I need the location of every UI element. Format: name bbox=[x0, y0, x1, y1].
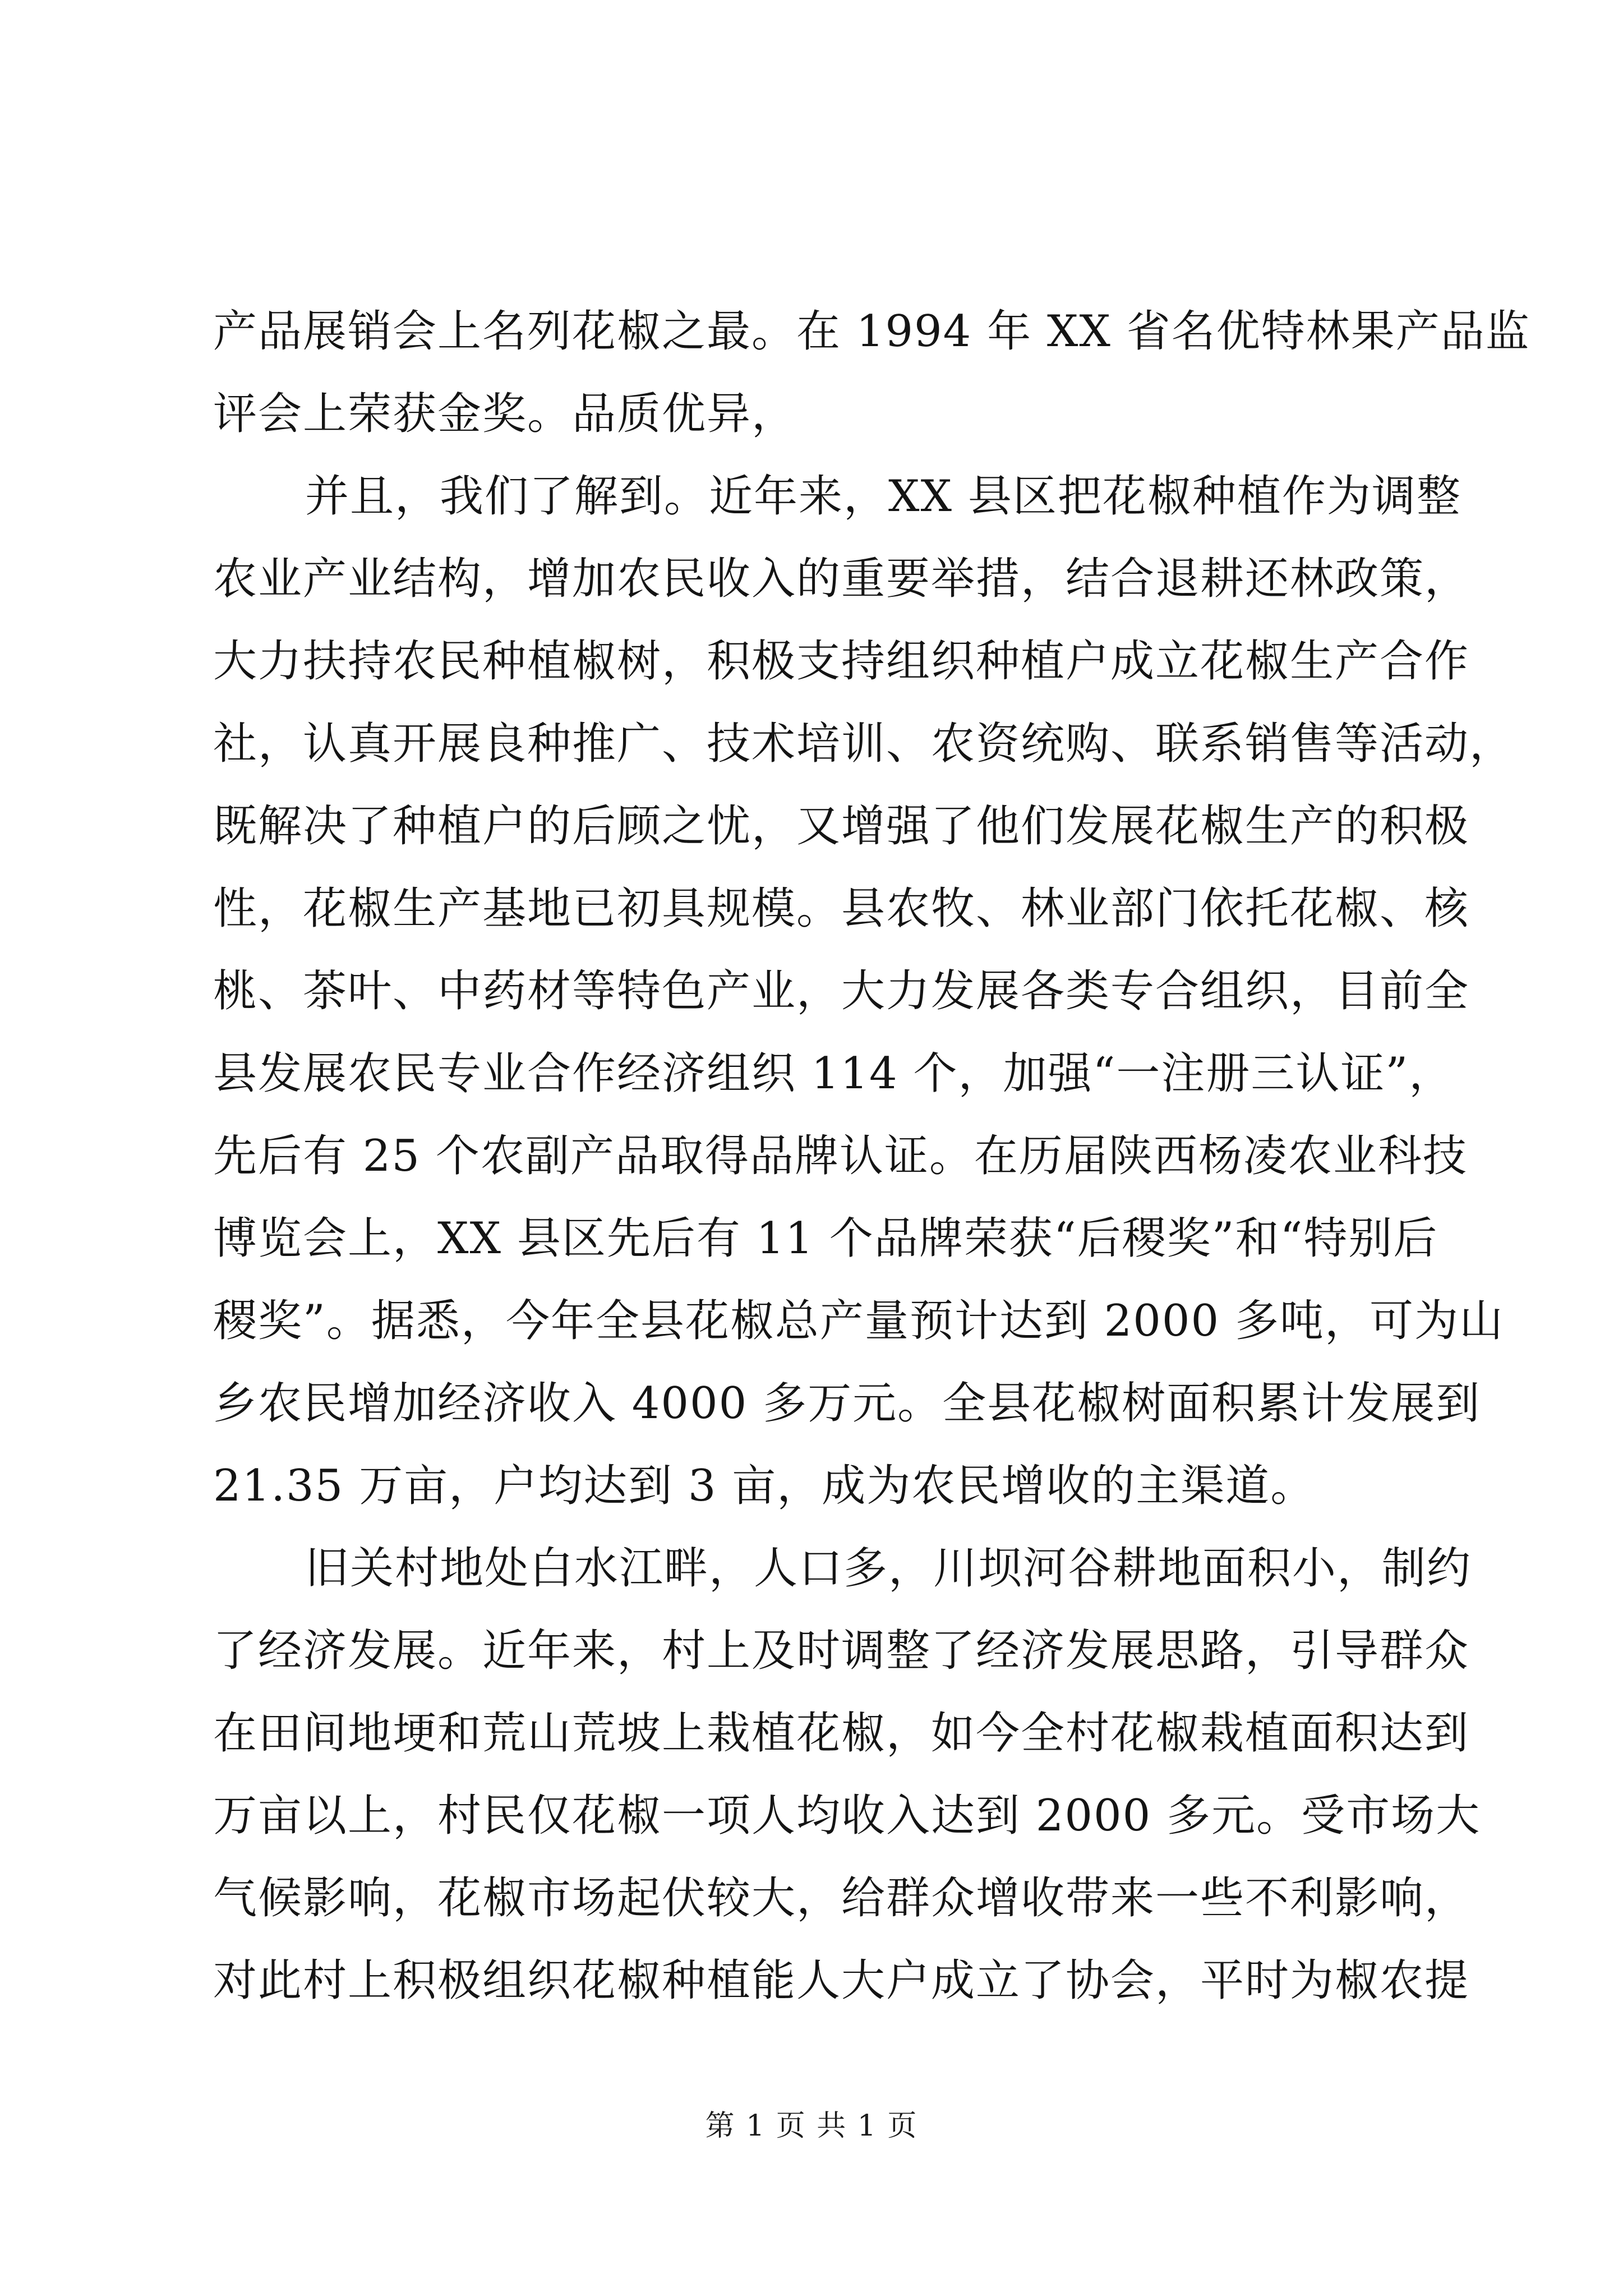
paragraph-first-line: 旧关村地处白水江畔，人口多，川坝河谷耕地面积小，制约 bbox=[305, 1543, 1472, 1594]
text-line: 性，花椒生产基地已初具规模。县农牧、林业部门依托花椒、核 bbox=[213, 884, 1470, 934]
text-line: 县发展农民专业合作经济组织 114 个，加强“一注册三认证”， bbox=[213, 1048, 1454, 1099]
text-line: 稷奖”。据悉，今年全县花椒总产量预计达到 2000 多吨，可为山 bbox=[213, 1296, 1504, 1346]
text-line: 21.35 万亩，户均达到 3 亩，成为农民增收的主渠道。 bbox=[213, 1461, 1316, 1511]
text-line: 了经济发展。近年来，村上及时调整了经济发展思路，引导群众 bbox=[213, 1626, 1470, 1676]
text-line: 在田间地埂和荒山荒坡上栽植花椒，如今全村花椒栽植面积达到 bbox=[213, 1708, 1470, 1759]
text-line: 桃、茶叶、中药材等特色产业，大力发展各类专合组织，目前全 bbox=[213, 966, 1470, 1016]
text-line: 气候影响，花椒市场起伏较大，给群众增收带来一些不利影响， bbox=[213, 1873, 1470, 1924]
text-line: 万亩以上，村民仅花椒一项人均收入达到 2000 多元。受市场大 bbox=[213, 1791, 1481, 1841]
text-line: 既解决了种植户的后顾之忧，又增强了他们发展花椒生产的积极 bbox=[213, 801, 1470, 852]
text-line: 大力扶持农民种植椒树，积极支持组织种植户成立花椒生产合作 bbox=[213, 636, 1470, 687]
text-line: 社，认真开展良种推广、技术培训、农资统购、联系销售等活动， bbox=[213, 719, 1515, 769]
document-body bbox=[213, 291, 1530, 2022]
text-line: 对此村上积极组织花椒种植能人大户成立了协会，平时为椒农提 bbox=[213, 1955, 1470, 2006]
paragraph-first-line: 并且，我们了解到。近年来，XX 县区把花椒种植作为调整 bbox=[305, 471, 1461, 522]
page-number-footer: 第 1 页 共 1 页 bbox=[705, 2109, 918, 2143]
text-line: 农业产业结构，增加农民收入的重要举措，结合退耕还林政策， bbox=[213, 554, 1470, 604]
text-line: 评会上荣获金奖。品质优异， bbox=[213, 389, 797, 439]
text-line: 先后有 25 个农副产品取得品牌认证。在历届陕西杨凌农业科技 bbox=[213, 1131, 1468, 1181]
text-line: 博览会上，XX 县区先后有 11 个品牌荣获“后稷奖”和“特别后 bbox=[213, 1213, 1438, 1264]
text-line: 乡农民增加经济收入 4000 多万元。全县花椒树面积累计发展到 bbox=[213, 1378, 1481, 1429]
text-line: 产品展销会上名列花椒之最。在 1994 年 XX 省名优特林果产品监 bbox=[213, 306, 1530, 357]
